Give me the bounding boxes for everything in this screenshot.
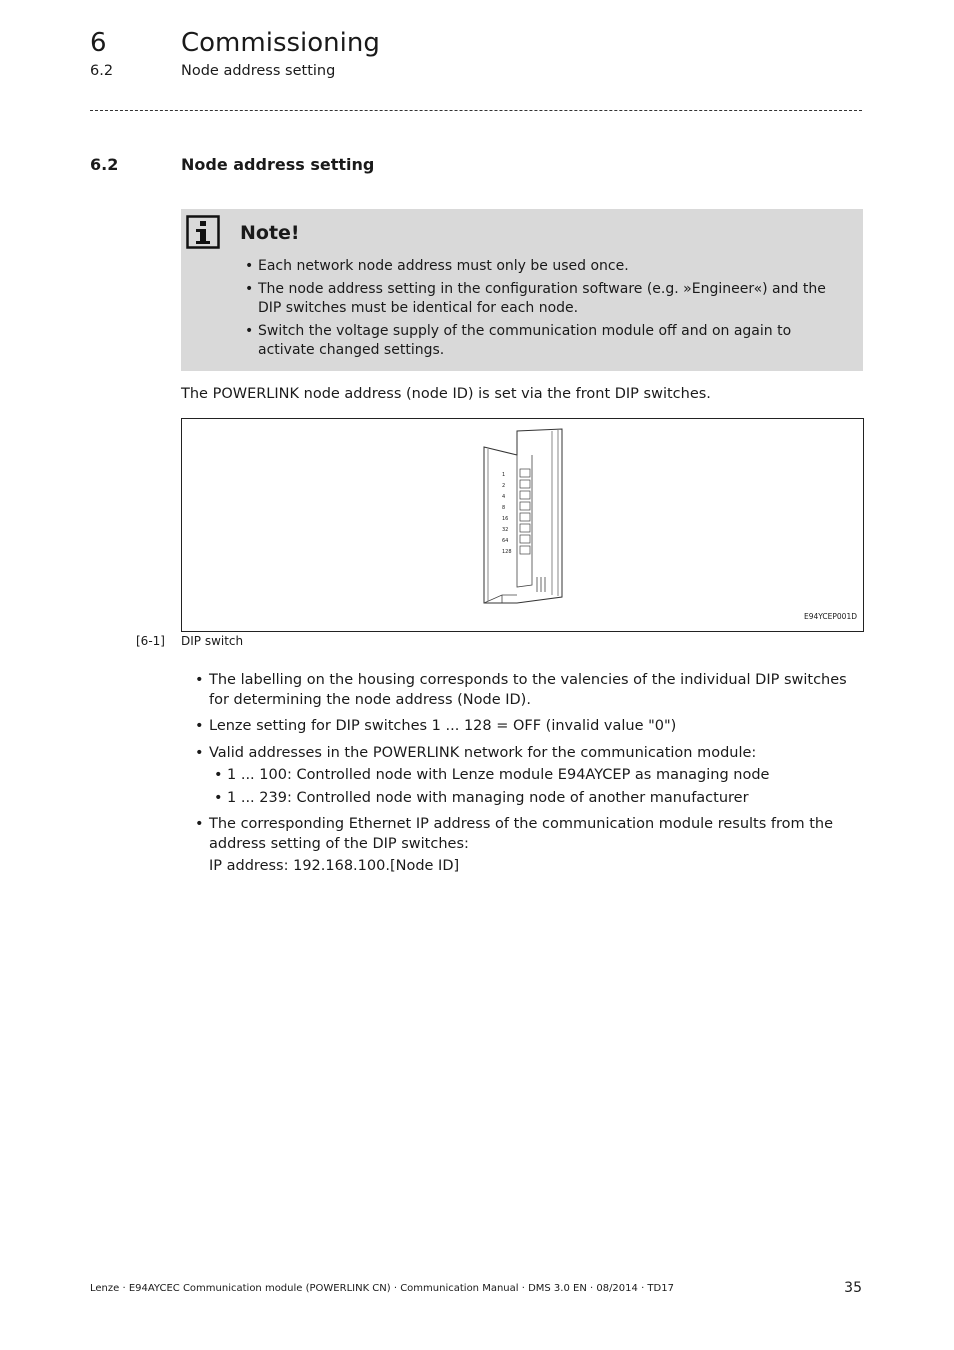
note-item: • Each network node address must only be used once.	[245, 257, 850, 276]
dip-switch-levers	[520, 469, 530, 554]
page-number: 35	[844, 1280, 862, 1296]
switch-label: 2	[502, 483, 506, 489]
chapter-title: Commissioning	[181, 28, 380, 58]
list-item	[195, 744, 863, 809]
figure-number: [6-1]	[136, 634, 165, 648]
sub-list-item: • 1 ... 239: Controlled node with managing node of another manufacturer	[209, 789, 863, 809]
section-title: Node address setting	[181, 155, 375, 174]
figure-caption: DIP switch	[181, 634, 244, 648]
switch-label: 32	[502, 527, 509, 533]
figure-code: E94YCEP001D	[803, 612, 857, 621]
switch-label: 4	[502, 494, 506, 500]
dip-switch-labels	[502, 472, 512, 555]
dip-switch-drawing	[472, 427, 582, 607]
switch-label: 1	[502, 472, 506, 478]
sub-bullet-list	[209, 766, 863, 808]
list-item: • The labelling on the housing corresponds to the valencies of the individual DIP switches for determining the node address (Node ID).	[195, 671, 863, 710]
note-item: • The node address setting in the configuration software (e.g. »Engineer«) and the DIP switches must be identical for each node.	[245, 280, 850, 318]
ip-address-line: IP address: 192.168.100.[Node ID]	[209, 858, 460, 874]
footer-text: Lenze · E94AYCEC Communication module (POWERLINK CN) · Communication Manual · DMS 3.0 EN · 08/2014 · TD17	[90, 1283, 674, 1294]
note-item: • Switch the voltage supply of the communication module off and on again to activate changed settings.	[245, 322, 850, 360]
switch-label: 16	[502, 516, 509, 522]
list-item	[195, 815, 863, 877]
list-item: • Lenze setting for DIP switches 1 ... 128 = OFF (invalid value "0")	[195, 717, 863, 737]
list-item-text: Valid addresses in the POWERLINK network for the communication module:	[209, 744, 757, 761]
figure-frame	[181, 418, 864, 632]
chapter-number: 6	[90, 28, 107, 58]
intro-paragraph: The POWERLINK node address (node ID) is set via the front DIP switches.	[181, 386, 711, 402]
switch-label: 128	[502, 549, 512, 555]
switch-label: 64	[502, 538, 509, 544]
switch-label: 8	[502, 505, 506, 511]
info-icon	[186, 215, 220, 249]
main-bullet-list	[195, 671, 863, 884]
note-box	[181, 209, 863, 371]
note-title: Note!	[240, 222, 300, 244]
sub-list-item: • 1 ... 100: Controlled node with Lenze module E94AYCEP as managing node	[209, 766, 863, 786]
list-item-text: The corresponding Ethernet IP address of the communication module results from the address setting of the DIP switches:	[209, 816, 834, 852]
section-number: 6.2	[90, 155, 119, 174]
header-divider	[90, 110, 862, 111]
header-section-title: Node address setting	[181, 63, 336, 79]
note-list	[245, 257, 850, 364]
header-section-number: 6.2	[90, 63, 114, 79]
